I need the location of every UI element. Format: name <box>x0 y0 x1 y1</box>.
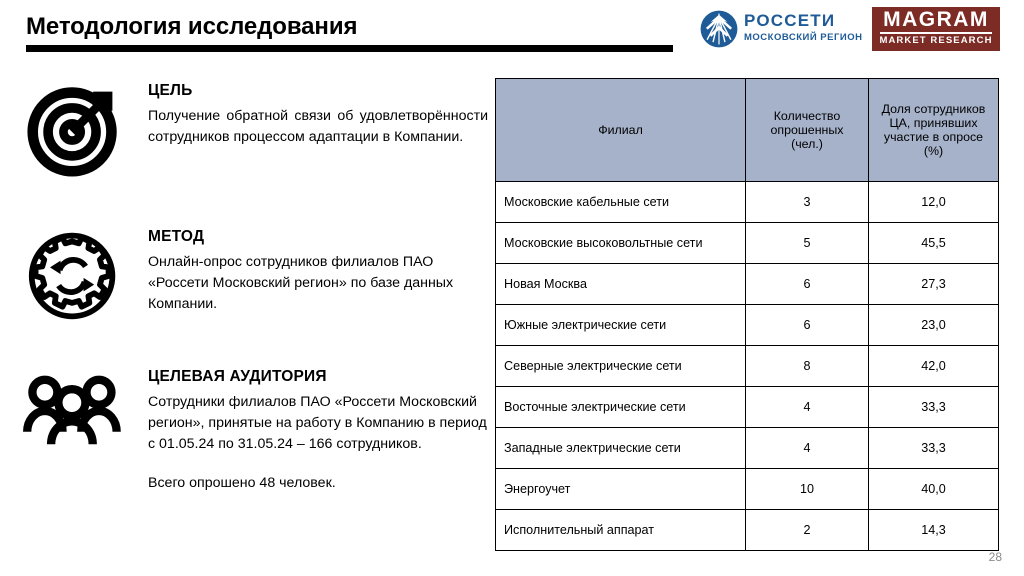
cell-count: 8 <box>746 346 869 387</box>
column-header-branch-line-1: Филиал <box>598 123 643 137</box>
magram-subtitle: MARKET RESEARCH <box>879 35 993 46</box>
cell-share: 33,3 <box>869 428 999 469</box>
magram-divider <box>880 32 992 34</box>
cell-branch: Исполнительный аппарат <box>496 510 746 551</box>
table-row <box>496 469 999 510</box>
table-row <box>496 223 999 264</box>
table-row <box>496 182 999 223</box>
table-row <box>496 510 999 551</box>
info-block-method-text <box>148 228 488 315</box>
column-header-count-line-2: опрошенных <box>770 123 844 137</box>
cell-branch: Московские высоковольтные сети <box>496 223 746 264</box>
target-arrow-icon <box>22 82 126 178</box>
table-header <box>496 79 999 182</box>
gear-refresh-icon <box>22 228 126 324</box>
rosseti-wordmark: РОССЕТИ <box>744 11 836 30</box>
table-row <box>496 264 999 305</box>
slide-header <box>0 0 1024 62</box>
info-block-audience-text <box>148 368 488 494</box>
cell-share: 42,0 <box>869 346 999 387</box>
info-block-goal-text <box>148 82 488 148</box>
slide-page-number: 28 <box>988 550 1002 564</box>
cell-count: 6 <box>746 305 869 346</box>
cell-count: 6 <box>746 264 869 305</box>
cell-share: 45,5 <box>869 223 999 264</box>
info-block-goal-heading: ЦЕЛЬ <box>148 82 193 99</box>
magram-wordmark: MAGRAM <box>883 8 989 31</box>
info-block-method-body: Онлайн-опрос сотрудников филиалов ПАО «Россети Московский регион» по базе данных Компании. <box>148 254 454 312</box>
info-block-audience-heading: ЦЕЛЕВАЯ АУДИТОРИЯ <box>148 368 327 385</box>
cell-count: 4 <box>746 428 869 469</box>
column-header-share-line-1: Доля сотрудников <box>881 102 986 116</box>
column-header-share-line-2: ЦА, принявших <box>889 116 978 130</box>
table-body <box>496 182 999 551</box>
column-header-count-line-1: Количество <box>773 109 841 123</box>
table-row <box>496 428 999 469</box>
column-header-share <box>869 79 999 182</box>
cell-share: 33,3 <box>869 387 999 428</box>
rosseti-pylon-icon <box>700 10 738 48</box>
cell-share: 23,0 <box>869 305 999 346</box>
cell-branch: Западные электрические сети <box>496 428 746 469</box>
rosseti-subtitle: МОСКОВСКИЙ РЕГИОН <box>744 32 863 43</box>
table-row <box>496 346 999 387</box>
column-header-count <box>746 79 869 182</box>
cell-count: 3 <box>746 182 869 223</box>
cell-branch: Южные электрические сети <box>496 305 746 346</box>
column-header-branch <box>496 79 746 182</box>
cell-count: 10 <box>746 469 869 510</box>
column-header-share-line-4: (%) <box>923 144 944 158</box>
table-row <box>496 305 999 346</box>
column-header-share-line-3: участие в опросе <box>883 130 984 144</box>
cell-branch: Восточные электрические сети <box>496 387 746 428</box>
column-header-count-line-3: (чел.) <box>791 137 823 151</box>
page-title: Методология исследования <box>26 13 358 40</box>
table-row <box>496 387 999 428</box>
three-people-icon <box>22 368 126 464</box>
magram-logo <box>872 7 1000 51</box>
cell-branch: Московские кабельные сети <box>496 182 746 223</box>
info-block-goal-body: Получение обратной связи об удовлетворённости сотрудников процессом адаптации в Компании. <box>148 108 488 145</box>
info-block-method-heading: МЕТОД <box>148 228 205 245</box>
cell-count: 5 <box>746 223 869 264</box>
rosseti-logo <box>700 8 863 50</box>
cell-count: 4 <box>746 387 869 428</box>
survey-table-container <box>495 78 998 551</box>
cell-share: 40,0 <box>869 469 999 510</box>
info-block-audience-body-2: Всего опрошено 48 человек. <box>148 475 336 491</box>
info-block-audience-body-1: Сотрудники филиалов ПАО «Россети Московский регион», принятые на работу в Компанию в период с 01.05.24 по 31.05.24 – 166 сотрудников. <box>148 394 487 452</box>
cell-branch: Северные электрические сети <box>496 346 746 387</box>
title-underline-rule <box>26 45 673 52</box>
cell-share: 14,3 <box>869 510 999 551</box>
cell-share: 12,0 <box>869 182 999 223</box>
survey-results-table <box>495 78 999 551</box>
table-header-row <box>496 79 999 182</box>
cell-branch: Энергоучет <box>496 469 746 510</box>
cell-count: 2 <box>746 510 869 551</box>
cell-share: 27,3 <box>869 264 999 305</box>
cell-branch: Новая Москва <box>496 264 746 305</box>
